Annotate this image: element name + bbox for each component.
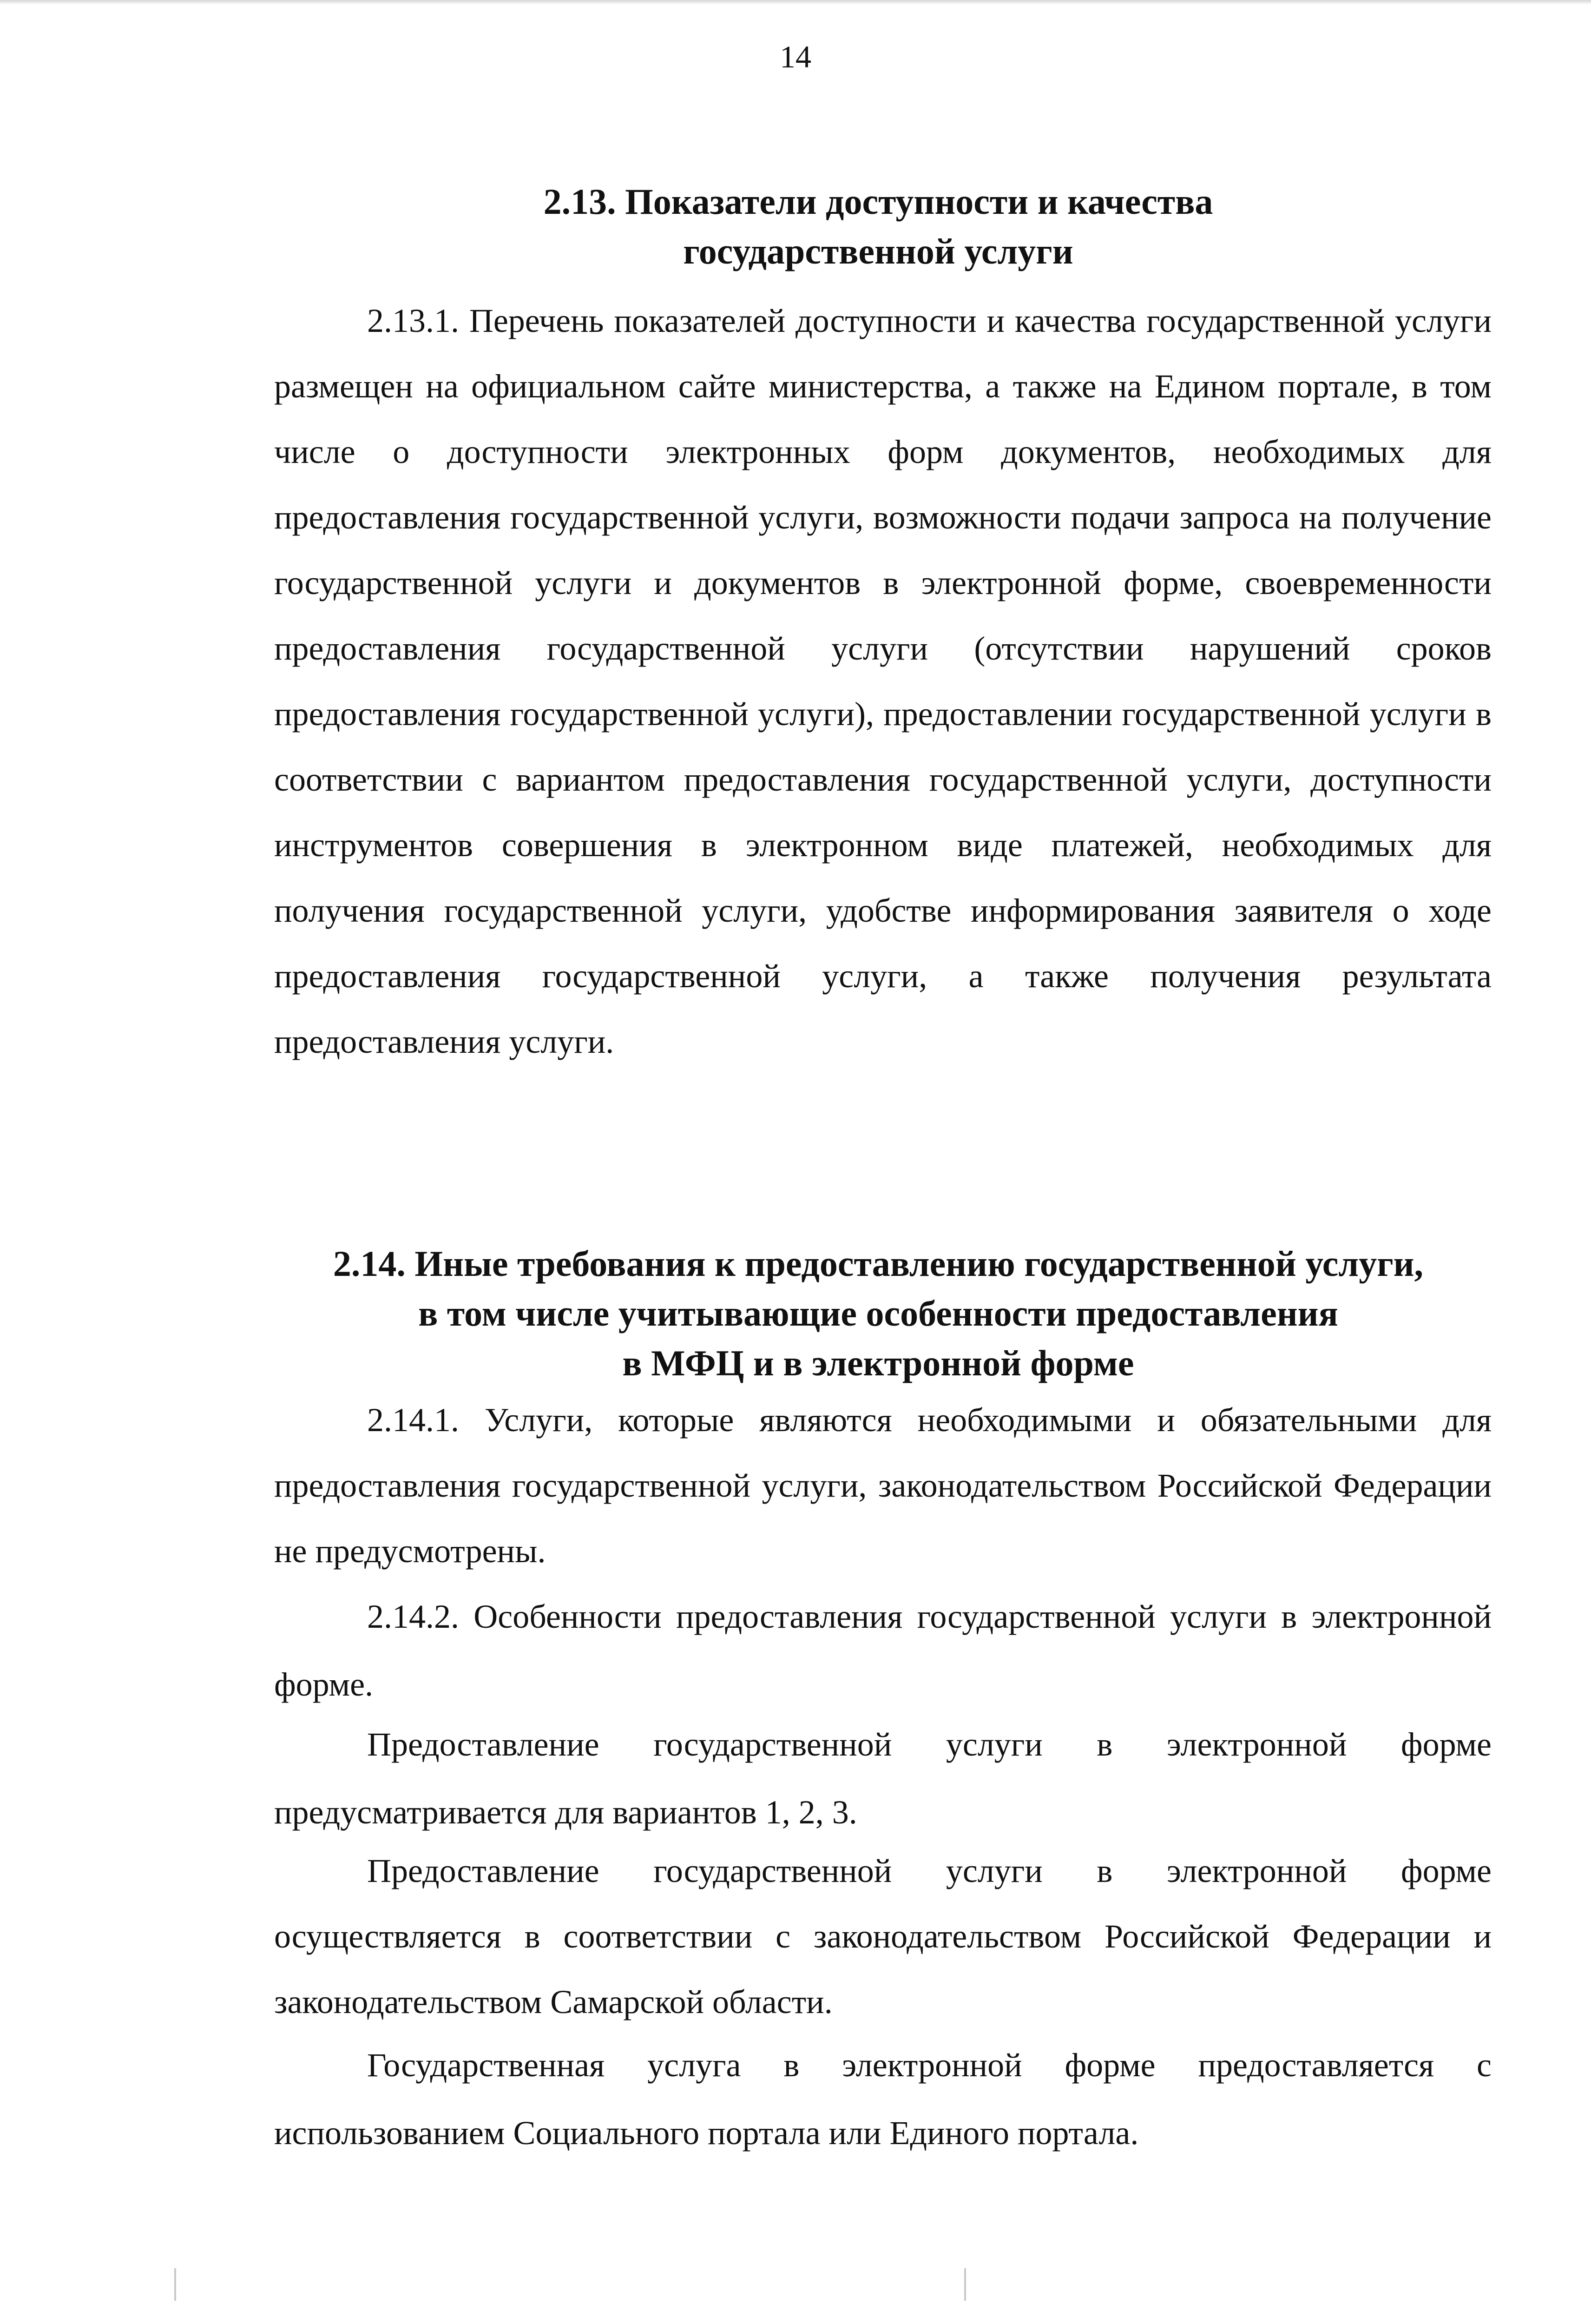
section-2-14-title-line2: в том числе учитывающие особенности предоставления [418, 1293, 1338, 1334]
section-2-13-title-line2: государственной услуги [683, 231, 1073, 271]
paragraph-electronic-variants: Предоставление государственной услуги в электронной форме предусматривается для вариантов 1, 2, 3. [274, 1726, 1492, 1831]
scan-top-edge [0, 0, 1591, 5]
paragraph-2-13-1: 2.13.1. Перечень показателей доступности и качества государственной услуги размещен на официальном сайте министерства, а также на Едином портале, в том числе о доступности электронных форм документов, необходимых для предоставления государственной услуги, возможности подачи запроса на получение государственной услуги и документов в электронной форме, своевременности предоставления государственной услуги (отсутствии нарушений сроков предоставления государственной услуги), предоставлении государственной услуги в соответствии с вариантом предоставления государственной услуги, доступности инструментов совершения в электронном виде платежей, необходимых для получения государственной услуги, удобстве информирования заявителя о ходе предоставления государственной услуги, а также получения результата предоставления услуги. [274, 302, 1492, 1060]
section-2-13-title-line1: 2.13. Показатели доступности и качества [543, 181, 1213, 222]
paragraph-electronic-legislation: Предоставление государственной услуги в электронной форме осуществляется в соответствии с законодательством Российской Федерации и законодательством Самарской области. [274, 1852, 1492, 2020]
paragraph-2-14-1: 2.14.1. Услуги, которые являются необходимыми и обязательными для предоставления государственной услуги, законодательством Российской Федерации не предусмотрены. [274, 1401, 1492, 1570]
page-number: 14 [780, 39, 811, 74]
section-2-14-title-line1: 2.14. Иные требования к предоставлению государственной услуги, [333, 1243, 1424, 1284]
scan-mark-left [174, 2268, 176, 2301]
section-2-13-heading [260, 177, 1496, 276]
paragraph-2-14-2: 2.14.2. Особенности предоставления государственной услуги в электронной форме. [274, 1598, 1492, 1703]
scan-mark-center [964, 2268, 966, 2301]
section-2-14-title-line3: в МФЦ и в электронной форме [622, 1343, 1134, 1383]
section-2-14-heading [260, 1239, 1496, 1388]
paragraph-electronic-portals: Государственная услуга в электронной форме предоставляется с использованием Социального портала или Единого портала. [274, 2047, 1492, 2152]
